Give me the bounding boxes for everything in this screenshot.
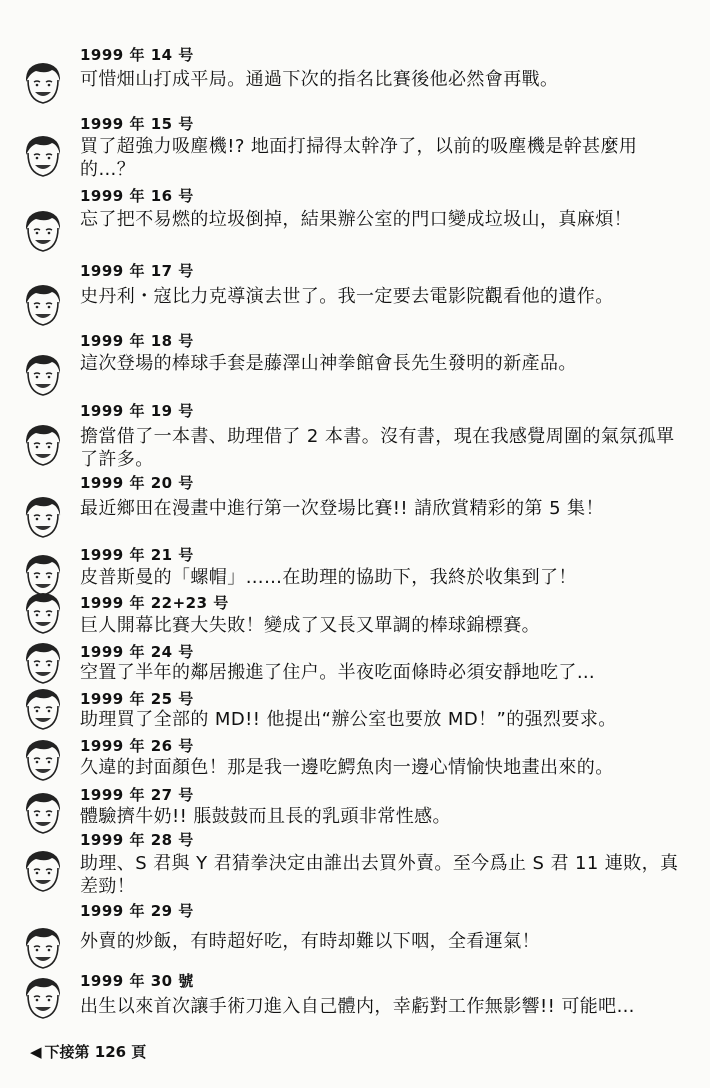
- author-face-icon: [22, 494, 64, 540]
- issue-number: 1999 年 26 号: [80, 737, 194, 755]
- continued-on-page: [30, 1041, 146, 1062]
- issue-number: 1999 年 20 号: [80, 474, 194, 492]
- author-comment: 史丹利・寇比力克導演去世了。我一定要去電影院觀看他的遺作。: [80, 286, 614, 307]
- author-comment: 可惜畑山打成平局。通過下次的指名比賽後他必然會再戰。: [80, 69, 559, 90]
- issue-number: 1999 年 17 号: [80, 262, 194, 280]
- author-face-icon: [22, 640, 64, 686]
- author-comment: 空置了半年的鄰居搬進了住户。半夜吃面條時必須安靜地吃了…: [80, 662, 596, 683]
- author-face-icon: [22, 737, 64, 783]
- issue-number: 1999 年 18 号: [80, 332, 194, 350]
- author-comment: 助理、S 君與 Y 君猜拳決定由誰出去買外賣。至今爲止 S 君 11 連敗，真差勁！: [80, 853, 679, 897]
- issue-number: 1999 年 27 号: [80, 786, 194, 804]
- author-comment: 這次登場的棒球手套是藤澤山神拳館會長先生發明的新產品。: [80, 353, 577, 374]
- author-comment: 外賣的炒飯，有時超好吃，有時却難以下咽，全看運氣！: [80, 931, 540, 952]
- author-comment: 助理買了全部的 MD!! 他提出“辦公室也要放 MD！”的强烈要求。: [80, 709, 617, 730]
- author-comment: 擔當借了一本書、助理借了 2 本書。沒有書，現在我感覺周圍的氣氛孤單了許多。: [80, 426, 675, 470]
- author-comment: 皮普斯曼的「螺帽」……在助理的協助下，我終於收集到了！: [80, 567, 577, 588]
- issue-number: 1999 年 28 号: [80, 831, 194, 849]
- author-face-icon: [22, 848, 64, 894]
- author-comment: 最近鄉田在漫畫中進行第一次登場比賽!! 請欣賞精彩的第 5 集！: [80, 498, 604, 519]
- issue-number: 1999 年 16 号: [80, 187, 194, 205]
- author-comment: 忘了把不易燃的垃圾倒掉，結果辦公室的門口變成垃圾山，真麻煩！: [80, 209, 632, 230]
- author-face-icon: [22, 352, 64, 398]
- author-face-icon: [22, 975, 64, 1021]
- author-face-icon: [22, 208, 64, 254]
- issue-number: 1999 年 29 号: [80, 902, 194, 920]
- author-face-icon: [22, 422, 64, 468]
- author-face-icon: [22, 925, 64, 971]
- issue-number: 1999 年 21 号: [80, 546, 194, 564]
- author-face-icon: [22, 686, 64, 732]
- continued-text: 下接第 126 頁: [44, 1043, 147, 1061]
- author-face-icon: [22, 590, 64, 636]
- author-face-icon: [22, 133, 64, 179]
- author-comment: 久違的封面顏色！那是我一邊吃鰐魚肉一邊心情愉快地畫出來的。: [80, 757, 614, 778]
- issue-number: 1999 年 19 号: [80, 402, 194, 420]
- author-face-icon: [22, 60, 64, 106]
- author-comment: 出生以來首次讓手術刀進入自己體内，幸虧對工作無影響!! 可能吧…: [80, 996, 635, 1017]
- issue-number: 1999 年 22+23 号: [80, 594, 229, 612]
- author-comment: 體驗擠牛奶!! 脹鼓鼓而且長的乳頭非常性感。: [80, 806, 451, 827]
- author-comment: 巨人開幕比賽大失敗！變成了又長又單調的棒球錦標賽。: [80, 615, 540, 636]
- author-face-icon: [22, 790, 64, 836]
- author-comment: 買了超強力吸塵機!? 地面打掃得太幹净了，以前的吸塵機是幹甚麼用的…？: [80, 136, 638, 180]
- issue-number: 1999 年 25 号: [80, 690, 194, 708]
- author-face-icon: [22, 282, 64, 328]
- issue-number: 1999 年 14 号: [80, 46, 194, 64]
- issue-number: 1999 年 24 号: [80, 643, 194, 661]
- issue-number: 1999 年 30 號: [80, 972, 194, 990]
- issue-number: 1999 年 15 号: [80, 115, 194, 133]
- left-arrow-icon: ◀: [30, 1043, 42, 1061]
